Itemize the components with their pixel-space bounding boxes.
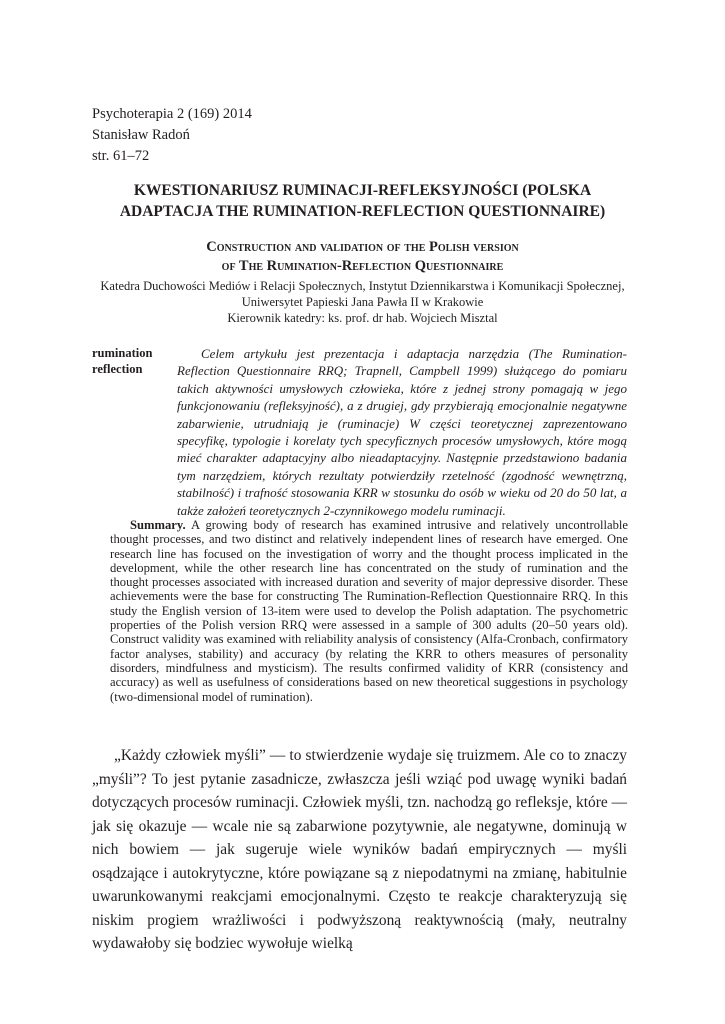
keywords (92, 345, 182, 377)
author-name: Stanisław Radoń (92, 127, 190, 143)
affiliation (60, 278, 665, 326)
title-line: ADAPTACJA THE RUMINATION-REFLECTION QUESTIONNAIRE) (119, 203, 606, 220)
affiliation-line: Katedra Duchowości Mediów i Relacji Społecznych, Instytut Dziennikarstwa i Komunikacji Społecznej, (100, 279, 625, 293)
keyword: reflection (92, 362, 143, 376)
english-title (60, 238, 665, 276)
subtitle-line: of The Rumination-Reflection Questionnaire (221, 258, 504, 274)
body-paragraph: „Każdy człowiek myśli” — to stwierdzenie wydaje się truizmem. Ale co to znaczy „myśli”? To jest pytanie zasadnicze, zwłaszcza jeśli wziąć pod uwagę wyniki badań dotyczących procesów ruminacji. Człowiek myśli, tzn. nachodzą go refleksje, które — jak się okazuje — wcale nie są zabarwione pozytywnie, ale negatywne, dominują w nich bowiem — jak sugeruje wiele wyników badań empirycznych — myśli osądzające i autokrytyczne, które powiązane są z niepodatnymi na zmianę, habitulnie uwarunkowanymi reakcjami emocjonalnymi. Często te reakcje charakteryzują się niskim progiem wrażliwości i podwyższoną reaktywnością (mały, neutralny wydawałoby się bodziec wywołuje wielką (92, 747, 627, 952)
journal-citation: Psychoterapia 2 (169) 2014 (92, 106, 252, 122)
summary-english (110, 518, 628, 704)
article-title (60, 180, 665, 222)
keyword: rumination (92, 346, 153, 360)
subtitle-line: Construction and validation of the Polish version (206, 239, 519, 255)
affiliation-line: Uniwersytet Papieski Jana Pawła II w Krakowie (241, 295, 484, 309)
title-line: KWESTIONARIUSZ RUMINACJI-REFLEKSYJNOŚCI (POLSKA (133, 182, 592, 199)
summary-label: Summary. (130, 518, 186, 532)
abstract-polish: Celem artykułu jest prezentacja i adaptacja narzędzia (The Rumination-Reflection Questionnaire RRQ; Trapnell, Campbell 1999) służącego do pomiaru takich aktywności umysłowych człowieka, które z jednej strony pomagają w jego funkcjonowaniu (refleksyjność), a z drugiej, gdy przybierają emocjonalnie negatywne zabarwienie, utrudniają je (ruminacje) W części teoretycznej zaprezentowano specyfikę, typologie i korelaty tych specyficznych procesów umysłowych, które mogą mieć charakter adaptacyjny albo nieadaptacyjny. Następnie przedstawiono badania tym narzędziem, których rezultaty potwierdziły rzetelność (zgodność wewnętrzną, stabilność) i trafność stosowania KRR w stosunku do osób w wieku od 20 do 50 lat, a także założeń teoretycznych 2-czynnikowego modelu ruminacji. (177, 346, 627, 518)
summary-text: A growing body of research has examined intrusive and relatively uncontrollable thought processes, and two distinct and relatively independent lines of research have emerged. One research line has focused on the investigation of worry and the thought process implicated in the development, while the other research line has concentrated on the study of rumination and the thought processes associated with increased duration and severity of major depressive disorder. These achievements were the base for constructing The Rumination-Reflection Questionnaire RRQ. In this study the English version of 13-item were used to develop the Polish adaptation. The psychometric properties of the Polish version RRQ were assessed in a sample of 300 adults (20–50 years old). Construct validity was examined with reliability analysis of consistency (Alfa-Cronbach, confirmatory factor analyses, stability) and accuracy (by relating the KRR to others measures of personality disorders, mindfulness and mysticism). The results confirmed validity of KRR (consistency and accuracy) as well as usefulness of considerations based on new theoretical suggestions in psychology (two-dimensional model of rumination). (110, 518, 628, 704)
page-range: str. 61–72 (92, 148, 150, 164)
affiliation-line: Kierownik katedry: ks. prof. dr hab. Wojciech Misztal (227, 311, 498, 325)
article-header (92, 104, 252, 167)
